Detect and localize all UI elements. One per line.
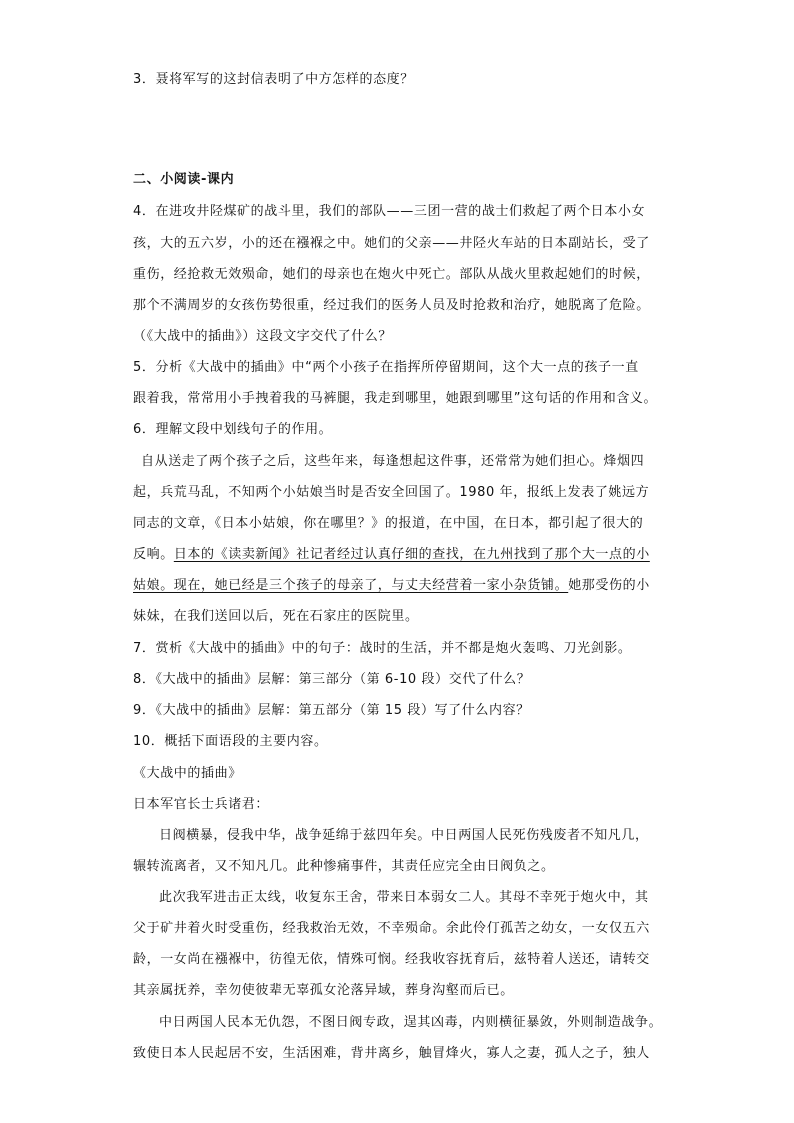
question-4-line-2: 孩，大的五六岁，小的还在襁褓之中。她们的父亲——井陉火车站的日本副站长，受了 [133, 236, 650, 251]
passage-text: 她那受伤的小 [568, 578, 650, 593]
question-5-line-2: 跟着我，常常用小手拽着我的马裤腿，我走到哪里，她跟到哪里”这句话的作用和含义。 [133, 391, 658, 406]
question-4-line-4: 那个不满周岁的女孩伤势很重，经过我们的医务人员及时抢救和治疗，她脱离了危险。 [133, 298, 650, 313]
letter-paragraph-2-line-1: 此次我军进击正太线，收复东王舍，带来日本弱女二人。其母不幸死于炮火中，其 [159, 890, 649, 905]
question-10-title: 10．概括下面语段的主要内容。 [133, 734, 328, 749]
letter-paragraph-2-line-3: 龄，一女尚在襁褓中，彷徨无依，情殊可悯。经我收容抚育后，兹特着人送还，请转交 [133, 952, 650, 967]
question-5-line-1: 5．分析《大战中的插曲》中“两个小孩子在指挥所停留期间，这个大一点的孩子一直 [133, 360, 639, 375]
question-6-passage-line-1: 自从送走了两个孩子之后，这些年来，每逢想起这件事，还常常为她们担心。烽烟四 [141, 454, 645, 469]
letter-paragraph-3-line-1: 中日两国人民本无仇怨，不图日阀专政，逞其凶毒，内则横征暴敛，外则制造战争。 [159, 1015, 663, 1030]
question-9: 9．《大战中的插曲》层解：第五部分（第 15 段）写了什么内容？ [133, 703, 530, 718]
section-2-heading: 二、小阅读-课内 [133, 172, 235, 187]
underlined-sentence: 日本的《读卖新闻》社记者经过认真仔细的查找，在九州找到了那个大一点的小 [173, 547, 650, 562]
letter-paragraph-3-line-2: 致使日本人民起居不安，生活困难，背井离乡，触冒烽火，寡人之妻，孤人之子，独人 [133, 1046, 650, 1061]
question-4-line-3: 重伤，经抢救无效殒命，她们的母亲也在炮火中死亡。部队从战火里救起她们的时候， [133, 267, 650, 282]
question-4-line-5: （《大战中的插曲》）这段文字交代了什么？ [133, 329, 393, 344]
letter-salutation: 日本军官长士兵诸君： [133, 797, 270, 812]
question-4-line-1: 4．在进攻井陉煤矿的战斗里，我们的部队——三团一营的战士们救起了两个日本小女 [133, 204, 646, 219]
question-7: 7．赏析《大战中的插曲》中的句子：战时的生活，并不都是炮火轰鸣、刀光剑影。 [133, 641, 632, 656]
letter-paragraph-1-line-1: 日阀横暴，侵我中华，战争延绵于兹四年矣。中日两国人民死伤残废者不知凡几， [159, 828, 649, 843]
question-6-passage-line-4 [133, 546, 673, 564]
passage-text: 反响。 [133, 547, 174, 562]
question-6-passage-line-3: 同志的文章，《日本小姑娘，你在哪里？》的报道，在中国，在日本，都引起了很大的 [133, 516, 644, 531]
underlined-sentence-continued: 姑娘。现在，她已经是三个孩子的母亲了，与丈夫经营着一家小杂货铺。 [133, 578, 569, 593]
question-6-passage-line-2: 起，兵荒马乱，不知两个小姑娘当时是否安全回国了。1980 年，报纸上发表了姚远方 [133, 485, 650, 500]
question-3: 3．聂将军写的这封信表明了中方怎样的态度？ [133, 72, 414, 87]
letter-paragraph-1-line-2: 辗转流离者，又不知凡几。此种惨痛事件，其责任应完全由日阀负之。 [133, 859, 555, 874]
letter-paragraph-2-line-4: 其亲属抚养，幸勿使彼辈无辜孤女沦落异域，葬身沟壑而后已。 [133, 983, 514, 998]
letter-paragraph-2-line-2: 父于矿井着火时受重伤，经我救治无效，不幸殒命。余此伶仃孤苦之幼女，一女仅五六 [133, 921, 650, 936]
question-6-passage-line-5 [133, 577, 673, 595]
question-6-title: 6．理解文段中划线句子的作用。 [133, 422, 333, 437]
question-6-passage-line-6: 妹妹，在我们送回以后，死在石家庄的医院里。 [133, 609, 419, 624]
letter-source-title: 《大战中的插曲》 [133, 766, 242, 781]
question-8: 8．《大战中的插曲》层解：第三部分（第 6-10 段）交代了什么？ [133, 672, 531, 687]
